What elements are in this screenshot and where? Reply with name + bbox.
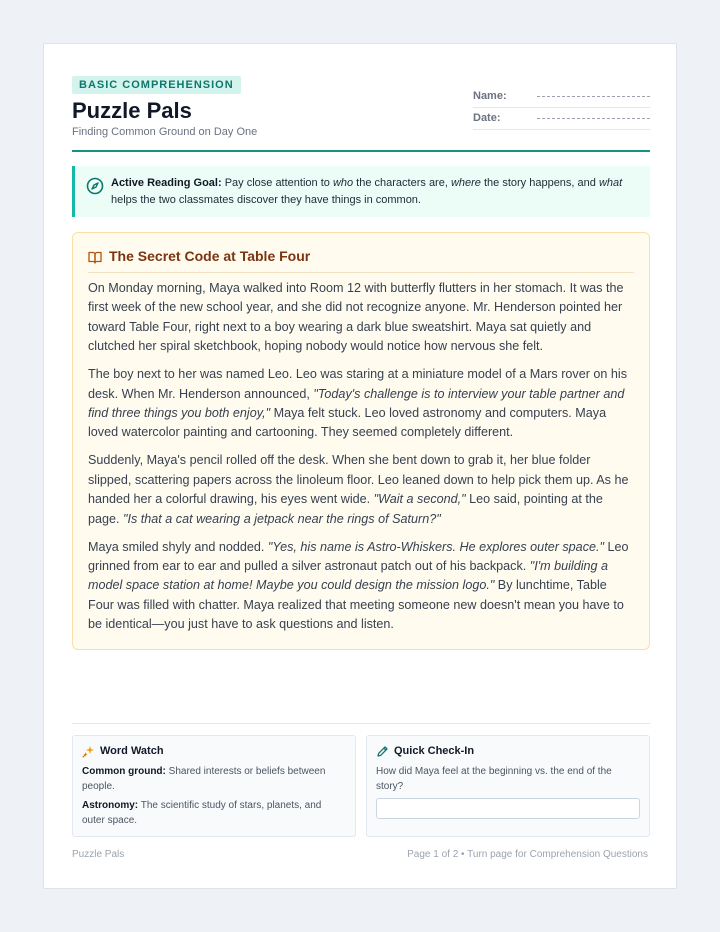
story-panel (72, 232, 650, 650)
sparkles-icon (82, 745, 95, 758)
goal-label: Active Reading Goal: (111, 177, 222, 189)
story-paragraph-3 (88, 451, 634, 529)
goal-emphasis-where: where (450, 177, 481, 189)
compass-icon (86, 177, 104, 195)
book-open-icon (88, 251, 102, 264)
name-label: Name: (473, 90, 507, 102)
dialogue-quote: "Today's challenge is to interview your table partner and find three things you both enjoy," (88, 386, 625, 421)
reading-goal-text (111, 175, 638, 209)
quick-check-in-card (366, 735, 650, 837)
story-paragraph-4 (88, 538, 634, 635)
vocabulary-term: Astronomy: (82, 800, 139, 811)
level-badge: BASIC COMPREHENSION (72, 76, 241, 94)
reading-goal-callout (72, 166, 650, 217)
check-in-question: How did Maya feel at the beginning vs. the end of the story? (376, 766, 612, 792)
vocabulary-term: Common ground: (82, 766, 166, 777)
story-paragraph-2 (88, 365, 634, 443)
vocabulary-item (82, 798, 345, 828)
footer-title: Puzzle Pals (72, 849, 125, 860)
story-text (88, 279, 634, 643)
goal-emphasis-who: who (332, 177, 354, 189)
vocabulary-definition: The scientific study of stars, planets, and outer space. (82, 800, 322, 826)
dialogue-quote: "Wait a second," (373, 492, 466, 507)
header-divider (72, 150, 650, 152)
date-label: Date: (473, 112, 501, 124)
date-blank[interactable] (537, 118, 650, 119)
name-blank[interactable] (537, 96, 650, 97)
story-text-part: Suddenly, Maya's pencil rolled off the desk. When she bent down to grab it, her blue folder slipped, scattering papers across the linoleum floor. Leo leaned down to help pick them up. As he handed her a colorful drawing, his eyes went wide. (88, 453, 629, 507)
story-text-part: Leo said, pointing at the page. (88, 492, 603, 526)
footer-page-info: Page 1 of 2 • Turn page for Comprehension Questions (407, 849, 648, 860)
worksheet-page (43, 43, 677, 889)
page-title: Puzzle Pals (72, 98, 192, 123)
student-info (473, 86, 650, 130)
story-text-part: Leo grinned from ear to ear and pulled a silver astronaut patch out of his backpack. (88, 539, 629, 574)
dialogue-quote: "Yes, his name is Astro-Whiskers. He explores outer space." (267, 539, 604, 554)
story-text-part: The boy next to her was named Leo. Leo was staring at a miniature model of a Mars rover on his desk. When Mr. Henderson announced, (88, 367, 628, 401)
word-watch-card (72, 735, 356, 837)
story-header (88, 247, 634, 273)
story-text-part: By lunchtime, Table Four was filled with chatter. Maya realized that meeting someone new doesn't mean you have to be identical—you just have to ask questions and listen. (88, 578, 624, 632)
goal-emphasis-what: what (598, 177, 623, 189)
story-text-part: Maya felt stuck. Leo loved astronomy and computers. Maya loved watercolor painting and cartooning. They seemed completely different. (88, 406, 607, 440)
goal-text-part: helps the two classmates discover they have things in common. (111, 194, 421, 206)
dialogue-quote: "Is that a cat wearing a jetpack near the rings of Saturn?" (123, 511, 441, 526)
goal-text-part: Pay close attention to (221, 177, 333, 189)
vocabulary-list (82, 764, 345, 832)
goal-text-part: the characters are, (353, 177, 451, 189)
name-row (473, 86, 650, 108)
story-text-part: Maya smiled shyly and nodded. (88, 539, 268, 554)
footer-divider (72, 723, 650, 724)
check-in-answer-field[interactable] (376, 798, 640, 819)
check-in-title: Quick Check-In (394, 745, 475, 757)
story-title: The Secret Code at Table Four (109, 248, 311, 264)
date-row (473, 108, 650, 130)
page-subtitle: Finding Common Ground on Day One (72, 126, 258, 138)
vocabulary-definition: Shared interests or beliefs between people. (82, 766, 326, 792)
pencil-icon (376, 745, 389, 758)
worksheet-header (72, 76, 650, 152)
story-paragraph-1: On Monday morning, Maya walked into Room 12 with butterfly flutters in her stomach. It was the first week of the new school year, and she did not recognize anyone. Mr. Henderson pointed her toward Table Four, right next to a boy wearing a dark blue sweatshirt. Maya sat quietly and clutched her spiral sketchbook, hoping nobody would notice how nervous she felt. (88, 281, 624, 354)
vocabulary-item (82, 764, 345, 794)
goal-text-part: the story happens, and (480, 177, 599, 189)
dialogue-quote: "I'm building a model space station at home! Maybe you could design the mission logo." (88, 559, 609, 593)
word-watch-title: Word Watch (100, 745, 164, 757)
